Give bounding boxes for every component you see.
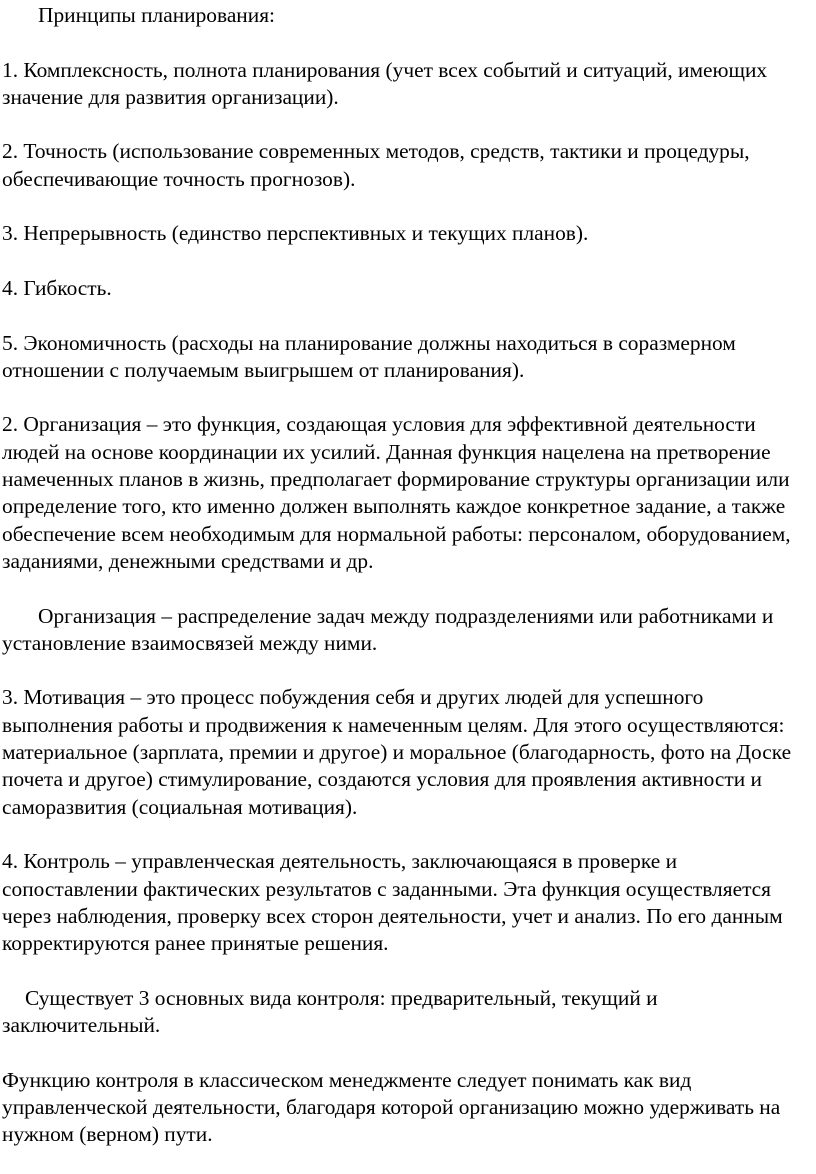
- control-conclusion: Функцию контроля в классическом менеджменте следует понимать как вид управленческой деятельности, благодаря которой организацию можно удерживать на нужном (верном) пути.: [2, 1067, 781, 1147]
- function-organization: 2. Организация – это функция, создающая условия для эффективной деятельности людей на основе координации их усилий. Данная функция нацелена на претворение намеченных планов в жизнь, предполагает формирование структуры организации или определение того, кто именно должен выполнять каждое конкретное задание, а также обеспечение всем необходимым для нормальной работы: персоналом, оборудованием, заданиями, денежными средствами и др.: [2, 412, 791, 573]
- principle-economy: 5. Экономичность (расходы на планирование должны находиться в соразмерном отношении с получаемым выигрышем от планирования).: [2, 330, 736, 382]
- control-types: Существует 3 основных вида контроля: предварительный, текущий и заключительный.: [2, 985, 658, 1037]
- document-heading: Принципы планирования:: [38, 3, 275, 27]
- principle-accuracy: 2. Точность (использование современных методов, средств, тактики и процедуры, обеспечивающие точность прогнозов).: [2, 139, 750, 191]
- principle-continuity: 3. Непрерывность (единство перспективных и текущих планов).: [2, 221, 589, 246]
- organization-definition: Организация – распределение задач между подразделениями или работниками и установление взаимосвязей между ними.: [2, 603, 774, 655]
- function-control: 4. Контроль – управленческая деятельность, заключающаяся в проверке и сопоставлении фактических результатов с заданными. Эта функция осуществляется через наблюдения, проверку всех сторон деятельности, учет и анализ. По его данным корректируются ранее принятые решения.: [2, 849, 783, 956]
- principle-complexity: 1. Комплексность, полнота планирования (учет всех событий и ситуаций, имеющих значение для развития организации).: [2, 57, 768, 109]
- function-motivation: 3. Мотивация – это процесс побуждения себя и других людей для успешного выполнения работы и продвижения к намеченным целям. Для этого осуществляются: материальное (зарплата, премии и другое) и моральное (благодарность, фото на Доске почета и другое) стимулирование, создаются условия для проявления активности и саморазвития (социальная мотивация).: [2, 685, 792, 819]
- principle-flexibility: 4. Гибкость.: [2, 275, 112, 300]
